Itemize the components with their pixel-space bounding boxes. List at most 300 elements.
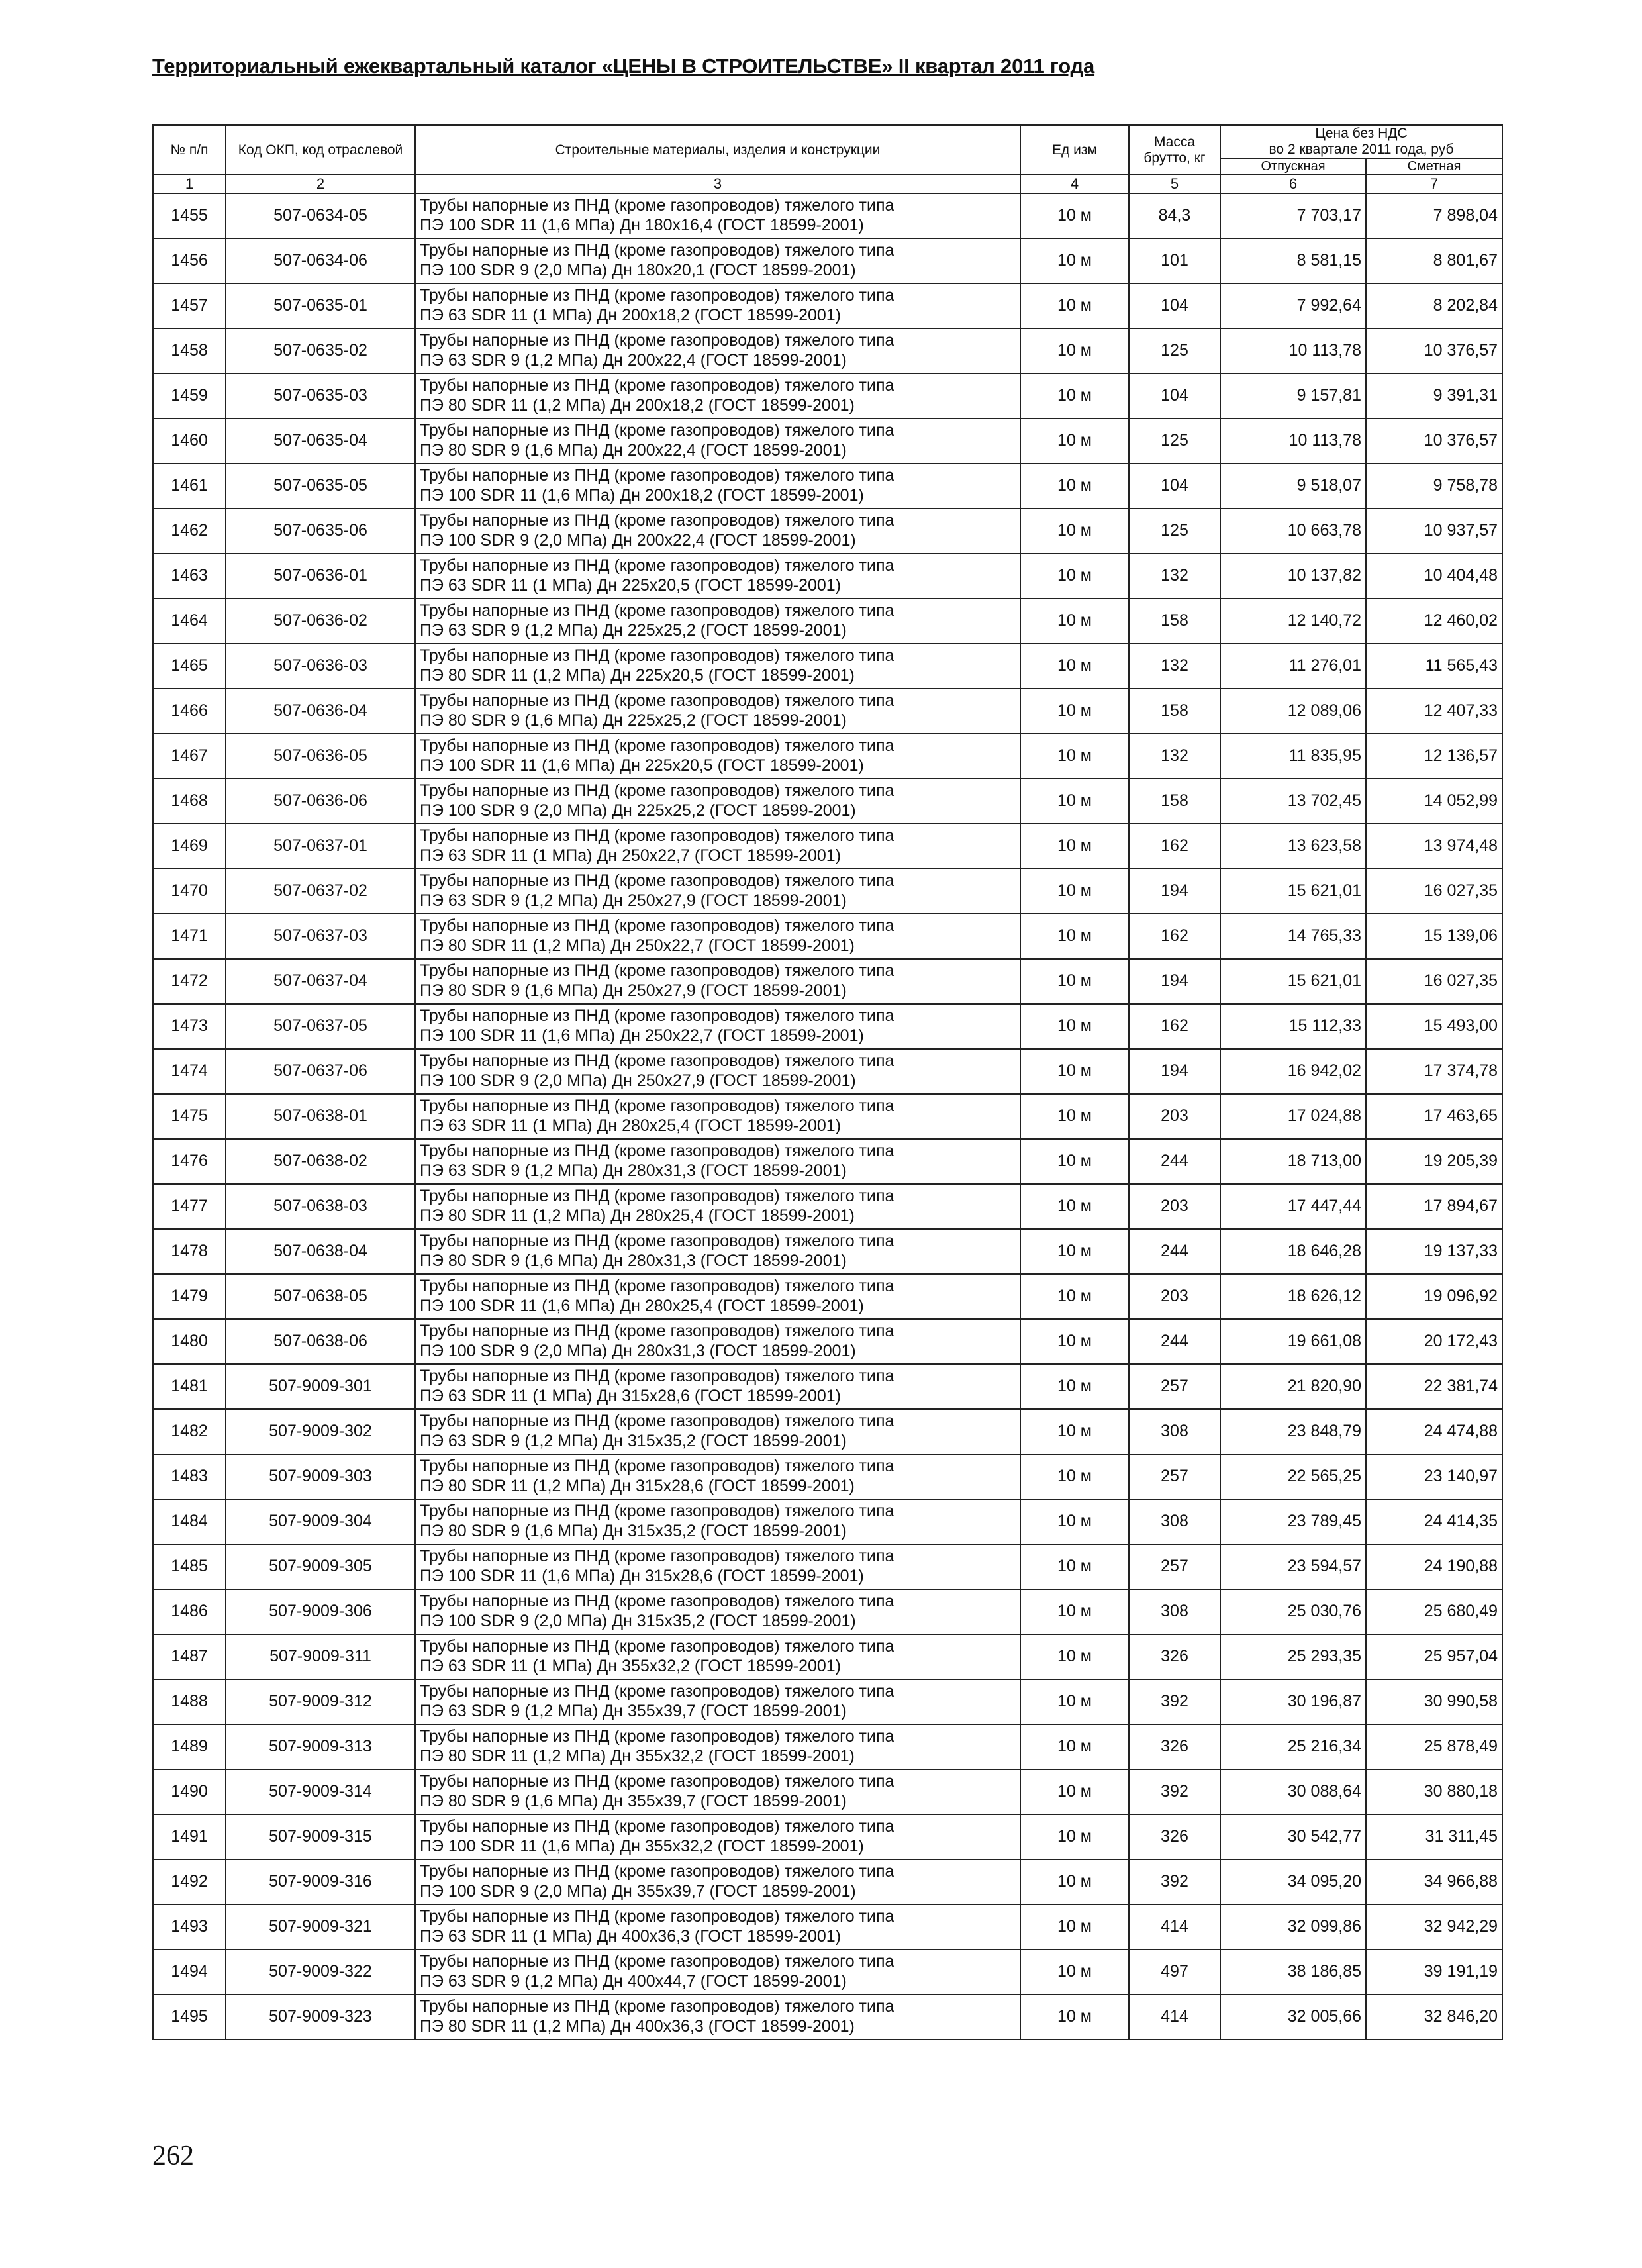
release-price-cell: 14 765,33 — [1220, 914, 1366, 959]
unit-cell: 10 м — [1020, 1229, 1129, 1274]
row-number-cell: 1475 — [153, 1094, 226, 1139]
row-number-cell: 1484 — [153, 1499, 226, 1544]
okp-code-cell: 507-9009-321 — [226, 1904, 415, 1949]
description-cell — [415, 328, 1020, 373]
estimate-price-cell: 15 139,06 — [1366, 914, 1502, 959]
estimate-price-cell: 24 474,88 — [1366, 1409, 1502, 1454]
estimate-price-cell: 16 027,35 — [1366, 959, 1502, 1004]
description-line-2: ПЭ 80 SDR 9 (1,6 МПа) Дн 315x35,2 (ГОСТ 18599-2001) — [420, 1521, 847, 1540]
okp-code-cell: 507-0636-05 — [226, 734, 415, 779]
release-price-cell: 21 820,90 — [1220, 1364, 1366, 1409]
description-cell — [415, 1814, 1020, 1859]
description-line-2: ПЭ 100 SDR 9 (2,0 МПа) Дн 355x39,7 (ГОСТ 18599-2001) — [420, 1881, 856, 1900]
mass-cell: 326 — [1129, 1814, 1220, 1859]
row-number-cell: 1482 — [153, 1409, 226, 1454]
table-row — [153, 283, 1502, 328]
header-mass: Масса брутто, кг — [1129, 125, 1220, 175]
unit-cell: 10 м — [1020, 914, 1129, 959]
description-line-2: ПЭ 100 SDR 11 (1,6 МПа) Дн 180x16,4 (ГОСТ 18599-2001) — [420, 215, 864, 234]
description-line-2: ПЭ 80 SDR 9 (1,6 МПа) Дн 250x27,9 (ГОСТ 18599-2001) — [420, 981, 847, 1000]
table-row — [153, 1049, 1502, 1094]
description-cell — [415, 1544, 1020, 1589]
table-row — [153, 464, 1502, 509]
row-number-cell: 1483 — [153, 1454, 226, 1499]
description-cell — [415, 1769, 1020, 1814]
description-line-1: Трубы напорные из ПНД (кроме газопроводов) тяжелого типа — [420, 1007, 894, 1026]
column-number: 2 — [226, 175, 415, 193]
row-number-cell: 1468 — [153, 779, 226, 824]
estimate-price-cell: 12 460,02 — [1366, 599, 1502, 644]
unit-cell: 10 м — [1020, 1319, 1129, 1364]
mass-cell: 392 — [1129, 1859, 1220, 1904]
mass-cell: 125 — [1129, 509, 1220, 554]
mass-cell: 101 — [1129, 238, 1220, 283]
description-cell — [415, 734, 1020, 779]
header-price-group-line2: во 2 квартале 2011 года, руб — [1269, 142, 1454, 158]
description-cell — [415, 1904, 1020, 1949]
okp-code-cell: 507-9009-306 — [226, 1589, 415, 1634]
unit-cell: 10 м — [1020, 1139, 1129, 1184]
okp-code-cell: 507-0638-01 — [226, 1094, 415, 1139]
release-price-cell: 18 713,00 — [1220, 1139, 1366, 1184]
description-line-1: Трубы напорные из ПНД (кроме газопроводов) тяжелого типа — [420, 1682, 894, 1701]
description-line-2: ПЭ 100 SDR 11 (1,6 МПа) Дн 280x25,4 (ГОСТ 18599-2001) — [420, 1296, 864, 1315]
mass-cell: 244 — [1129, 1229, 1220, 1274]
description-cell — [415, 779, 1020, 824]
estimate-price-cell: 12 407,33 — [1366, 689, 1502, 734]
mass-cell: 194 — [1129, 959, 1220, 1004]
table-row — [153, 779, 1502, 824]
mass-cell: 104 — [1129, 373, 1220, 419]
table-row — [153, 1454, 1502, 1499]
description-cell — [415, 959, 1020, 1004]
description-line-2: ПЭ 100 SDR 11 (1,6 МПа) Дн 250x22,7 (ГОСТ 18599-2001) — [420, 1026, 864, 1045]
column-number: 4 — [1020, 175, 1129, 193]
okp-code-cell: 507-9009-316 — [226, 1859, 415, 1904]
description-line-1: Трубы напорные из ПНД (кроме газопроводов) тяжелого типа — [420, 1727, 894, 1746]
row-number-cell: 1491 — [153, 1814, 226, 1859]
description-line-2: ПЭ 100 SDR 9 (2,0 МПа) Дн 200x22,4 (ГОСТ 18599-2001) — [420, 530, 856, 550]
estimate-price-cell: 17 894,67 — [1366, 1184, 1502, 1229]
table-row — [153, 1544, 1502, 1589]
mass-cell: 132 — [1129, 734, 1220, 779]
description-line-1: Трубы напорные из ПНД (кроме газопроводов) тяжелого типа — [420, 961, 894, 981]
description-cell — [415, 824, 1020, 869]
release-price-cell: 10 137,82 — [1220, 554, 1366, 599]
release-price-cell: 7 703,17 — [1220, 193, 1366, 238]
header-price-estimate: Сметная — [1366, 158, 1502, 175]
description-cell — [415, 1049, 1020, 1094]
estimate-price-cell: 7 898,04 — [1366, 193, 1502, 238]
mass-cell: 257 — [1129, 1544, 1220, 1589]
row-number-cell: 1463 — [153, 554, 226, 599]
okp-code-cell: 507-0637-02 — [226, 869, 415, 914]
description-line-1: Трубы напорные из ПНД (кроме газопроводов) тяжелого типа — [420, 1232, 894, 1251]
okp-code-cell: 507-0635-02 — [226, 328, 415, 373]
description-line-2: ПЭ 80 SDR 9 (1,6 МПа) Дн 225x25,2 (ГОСТ 18599-2001) — [420, 711, 847, 730]
unit-cell: 10 м — [1020, 328, 1129, 373]
estimate-price-cell: 13 974,48 — [1366, 824, 1502, 869]
estimate-price-cell: 16 027,35 — [1366, 869, 1502, 914]
unit-cell: 10 м — [1020, 1049, 1129, 1094]
release-price-cell: 25 030,76 — [1220, 1589, 1366, 1634]
header-unit: Ед изм — [1020, 125, 1129, 175]
description-cell — [415, 373, 1020, 419]
mass-cell: 125 — [1129, 328, 1220, 373]
row-number-cell: 1460 — [153, 419, 226, 464]
mass-cell: 162 — [1129, 1004, 1220, 1049]
unit-cell: 10 м — [1020, 1589, 1129, 1634]
okp-code-cell: 507-9009-303 — [226, 1454, 415, 1499]
unit-cell: 10 м — [1020, 1814, 1129, 1859]
table-row — [153, 1229, 1502, 1274]
estimate-price-cell: 9 391,31 — [1366, 373, 1502, 419]
description-cell — [415, 1634, 1020, 1679]
unit-cell: 10 м — [1020, 238, 1129, 283]
unit-cell: 10 м — [1020, 1724, 1129, 1769]
description-line-2: ПЭ 63 SDR 9 (1,2 МПа) Дн 250x27,9 (ГОСТ 18599-2001) — [420, 891, 847, 910]
release-price-cell: 22 565,25 — [1220, 1454, 1366, 1499]
okp-code-cell: 507-9009-302 — [226, 1409, 415, 1454]
description-line-2: ПЭ 100 SDR 9 (2,0 МПа) Дн 225x25,2 (ГОСТ 18599-2001) — [420, 801, 856, 820]
estimate-price-cell: 10 937,57 — [1366, 509, 1502, 554]
estimate-price-cell: 19 205,39 — [1366, 1139, 1502, 1184]
unit-cell: 10 м — [1020, 869, 1129, 914]
table-row — [153, 1409, 1502, 1454]
estimate-price-cell: 25 878,49 — [1366, 1724, 1502, 1769]
mass-cell: 194 — [1129, 869, 1220, 914]
description-line-1: Трубы напорные из ПНД (кроме газопроводов) тяжелого типа — [420, 241, 894, 260]
okp-code-cell: 507-0635-01 — [226, 283, 415, 328]
description-line-1: Трубы напорные из ПНД (кроме газопроводов) тяжелого типа — [420, 196, 894, 215]
release-price-cell: 10 663,78 — [1220, 509, 1366, 554]
estimate-price-cell: 10 404,48 — [1366, 554, 1502, 599]
estimate-price-cell: 17 374,78 — [1366, 1049, 1502, 1094]
table-row — [153, 1139, 1502, 1184]
description-cell — [415, 1589, 1020, 1634]
unit-cell: 10 м — [1020, 1454, 1129, 1499]
unit-cell: 10 м — [1020, 464, 1129, 509]
description-line-1: Трубы напорные из ПНД (кроме газопроводов) тяжелого типа — [420, 1637, 894, 1656]
row-number-cell: 1476 — [153, 1139, 226, 1184]
estimate-price-cell: 32 846,20 — [1366, 1995, 1502, 2040]
estimate-price-cell: 32 942,29 — [1366, 1904, 1502, 1949]
okp-code-cell: 507-0637-03 — [226, 914, 415, 959]
table-row — [153, 689, 1502, 734]
row-number-cell: 1492 — [153, 1859, 226, 1904]
description-line-2: ПЭ 80 SDR 9 (1,6 МПа) Дн 355x39,7 (ГОСТ 18599-2001) — [420, 1791, 847, 1810]
mass-cell: 158 — [1129, 779, 1220, 824]
release-price-cell: 15 621,01 — [1220, 869, 1366, 914]
table-row — [153, 1769, 1502, 1814]
estimate-price-cell: 39 191,19 — [1366, 1949, 1502, 1995]
estimate-price-cell: 15 493,00 — [1366, 1004, 1502, 1049]
description-cell — [415, 1859, 1020, 1904]
description-cell — [415, 419, 1020, 464]
okp-code-cell: 507-0638-05 — [226, 1274, 415, 1319]
okp-code-cell: 507-9009-315 — [226, 1814, 415, 1859]
description-cell — [415, 599, 1020, 644]
unit-cell: 10 м — [1020, 1859, 1129, 1904]
row-number-cell: 1474 — [153, 1049, 226, 1094]
row-number-cell: 1455 — [153, 193, 226, 238]
okp-code-cell: 507-0638-02 — [226, 1139, 415, 1184]
row-number-cell: 1461 — [153, 464, 226, 509]
header-description: Строительные материалы, изделия и конструкции — [415, 125, 1020, 175]
description-line-2: ПЭ 63 SDR 9 (1,2 МПа) Дн 280x31,3 (ГОСТ 18599-2001) — [420, 1161, 847, 1180]
description-line-2: ПЭ 80 SDR 9 (1,6 МПа) Дн 200x22,4 (ГОСТ 18599-2001) — [420, 440, 847, 460]
page-title: Территориальный ежеквартальный каталог «ЦЕНЫ В СТРОИТЕЛЬСТВЕ» II квартал 2011 года — [152, 54, 1095, 77]
table-row — [153, 644, 1502, 689]
row-number-cell: 1480 — [153, 1319, 226, 1364]
estimate-price-cell: 22 381,74 — [1366, 1364, 1502, 1409]
table-row — [153, 1094, 1502, 1139]
description-cell — [415, 1724, 1020, 1769]
column-number: 7 — [1366, 175, 1502, 193]
unit-cell: 10 м — [1020, 689, 1129, 734]
description-line-1: Трубы напорные из ПНД (кроме газопроводов) тяжелого типа — [420, 826, 894, 846]
row-number-cell: 1472 — [153, 959, 226, 1004]
description-line-1: Трубы напорные из ПНД (кроме газопроводов) тяжелого типа — [420, 1412, 894, 1431]
estimate-price-cell: 30 990,58 — [1366, 1679, 1502, 1724]
description-line-1: Трубы напорные из ПНД (кроме газопроводов) тяжелого типа — [420, 1052, 894, 1071]
estimate-price-cell: 24 190,88 — [1366, 1544, 1502, 1589]
table-body — [153, 193, 1502, 2040]
okp-code-cell: 507-0635-03 — [226, 373, 415, 419]
description-line-1: Трубы напорные из ПНД (кроме газопроводов) тяжелого типа — [420, 1457, 894, 1476]
okp-code-cell: 507-0635-04 — [226, 419, 415, 464]
release-price-cell: 18 626,12 — [1220, 1274, 1366, 1319]
okp-code-cell: 507-9009-322 — [226, 1949, 415, 1995]
row-number-cell: 1478 — [153, 1229, 226, 1274]
description-line-2: ПЭ 80 SDR 11 (1,2 МПа) Дн 225x20,5 (ГОСТ 18599-2001) — [420, 666, 855, 685]
price-table — [152, 124, 1503, 2040]
description-line-1: Трубы напорные из ПНД (кроме газопроводов) тяжелого типа — [420, 1772, 894, 1791]
description-line-2: ПЭ 100 SDR 9 (2,0 МПа) Дн 315x35,2 (ГОСТ 18599-2001) — [420, 1611, 856, 1630]
release-price-cell: 7 992,64 — [1220, 283, 1366, 328]
okp-code-cell: 507-9009-304 — [226, 1499, 415, 1544]
description-line-2: ПЭ 80 SDR 11 (1,2 МПа) Дн 200x18,2 (ГОСТ 18599-2001) — [420, 395, 855, 415]
table-row — [153, 1274, 1502, 1319]
estimate-price-cell: 25 957,04 — [1366, 1634, 1502, 1679]
release-price-cell: 34 095,20 — [1220, 1859, 1366, 1904]
okp-code-cell: 507-0637-01 — [226, 824, 415, 869]
row-number-cell: 1489 — [153, 1724, 226, 1769]
mass-cell: 158 — [1129, 689, 1220, 734]
mass-cell: 203 — [1129, 1094, 1220, 1139]
description-line-1: Трубы напорные из ПНД (кроме газопроводов) тяжелого типа — [420, 1322, 894, 1341]
release-price-cell: 10 113,78 — [1220, 419, 1366, 464]
estimate-price-cell: 14 052,99 — [1366, 779, 1502, 824]
table-row — [153, 373, 1502, 419]
row-number-cell: 1487 — [153, 1634, 226, 1679]
description-line-2: ПЭ 63 SDR 11 (1 МПа) Дн 225x20,5 (ГОСТ 18599-2001) — [420, 575, 842, 595]
okp-code-cell: 507-9009-311 — [226, 1634, 415, 1679]
description-line-1: Трубы напорные из ПНД (кроме газопроводов) тяжелого типа — [420, 331, 894, 350]
description-line-1: Трубы напорные из ПНД (кроме газопроводов) тяжелого типа — [420, 1187, 894, 1206]
description-line-1: Трубы напорные из ПНД (кроме газопроводов) тяжелого типа — [420, 1367, 894, 1386]
okp-code-cell: 507-0636-03 — [226, 644, 415, 689]
estimate-price-cell: 9 758,78 — [1366, 464, 1502, 509]
release-price-cell: 25 293,35 — [1220, 1634, 1366, 1679]
table-row — [153, 1814, 1502, 1859]
okp-code-cell: 507-0635-06 — [226, 509, 415, 554]
mass-cell: 84,3 — [1129, 193, 1220, 238]
description-line-2: ПЭ 63 SDR 9 (1,2 МПа) Дн 355x39,7 (ГОСТ 18599-2001) — [420, 1701, 847, 1720]
unit-cell: 10 м — [1020, 1184, 1129, 1229]
mass-cell: 308 — [1129, 1409, 1220, 1454]
description-cell — [415, 1995, 1020, 2040]
description-line-1: Трубы напорные из ПНД (кроме газопроводов) тяжелого типа — [420, 1142, 894, 1161]
mass-cell: 104 — [1129, 283, 1220, 328]
estimate-price-cell: 10 376,57 — [1366, 328, 1502, 373]
description-line-2: ПЭ 63 SDR 11 (1 МПа) Дн 400x36,3 (ГОСТ 18599-2001) — [420, 1926, 842, 1946]
header-num: № п/п — [153, 125, 226, 175]
unit-cell: 10 м — [1020, 779, 1129, 824]
description-cell — [415, 1274, 1020, 1319]
table-row — [153, 1859, 1502, 1904]
description-cell — [415, 689, 1020, 734]
table-row — [153, 1004, 1502, 1049]
unit-cell: 10 м — [1020, 1634, 1129, 1679]
estimate-price-cell: 20 172,43 — [1366, 1319, 1502, 1364]
okp-code-cell: 507-9009-323 — [226, 1995, 415, 2040]
okp-code-cell: 507-0637-05 — [226, 1004, 415, 1049]
mass-cell: 414 — [1129, 1904, 1220, 1949]
description-line-1: Трубы напорные из ПНД (кроме газопроводов) тяжелого типа — [420, 421, 894, 440]
release-price-cell: 8 581,15 — [1220, 238, 1366, 283]
description-line-2: ПЭ 80 SDR 9 (1,6 МПа) Дн 280x31,3 (ГОСТ 18599-2001) — [420, 1251, 847, 1270]
description-line-2: ПЭ 63 SDR 9 (1,2 МПа) Дн 200x22,4 (ГОСТ 18599-2001) — [420, 350, 847, 370]
description-cell — [415, 1184, 1020, 1229]
release-price-cell: 38 186,85 — [1220, 1949, 1366, 1995]
column-number: 5 — [1129, 175, 1220, 193]
mass-cell: 162 — [1129, 824, 1220, 869]
mass-cell: 326 — [1129, 1724, 1220, 1769]
release-price-cell: 17 024,88 — [1220, 1094, 1366, 1139]
release-price-cell: 19 661,08 — [1220, 1319, 1366, 1364]
description-cell — [415, 1229, 1020, 1274]
row-number-cell: 1477 — [153, 1184, 226, 1229]
okp-code-cell: 507-9009-312 — [226, 1679, 415, 1724]
description-line-1: Трубы напорные из ПНД (кроме газопроводов) тяжелого типа — [420, 556, 894, 575]
column-number: 3 — [415, 175, 1020, 193]
table-row — [153, 1949, 1502, 1995]
description-line-2: ПЭ 100 SDR 11 (1,6 МПа) Дн 225x20,5 (ГОСТ 18599-2001) — [420, 756, 864, 775]
estimate-price-cell: 30 880,18 — [1366, 1769, 1502, 1814]
description-cell — [415, 1139, 1020, 1184]
unit-cell: 10 м — [1020, 1949, 1129, 1995]
estimate-price-cell: 11 565,43 — [1366, 644, 1502, 689]
description-line-1: Трубы напорные из ПНД (кроме газопроводов) тяжелого типа — [420, 1862, 894, 1881]
table-row — [153, 1904, 1502, 1949]
estimate-price-cell: 17 463,65 — [1366, 1094, 1502, 1139]
estimate-price-cell: 19 137,33 — [1366, 1229, 1502, 1274]
okp-code-cell: 507-0638-03 — [226, 1184, 415, 1229]
description-line-2: ПЭ 100 SDR 11 (1,6 МПа) Дн 200x18,2 (ГОСТ 18599-2001) — [420, 485, 864, 505]
description-line-1: Трубы напорные из ПНД (кроме газопроводов) тяжелого типа — [420, 871, 894, 891]
description-line-1: Трубы напорные из ПНД (кроме газопроводов) тяжелого типа — [420, 781, 894, 801]
release-price-cell: 32 005,66 — [1220, 1995, 1366, 2040]
row-number-cell: 1495 — [153, 1995, 226, 2040]
description-line-2: ПЭ 100 SDR 11 (1,6 МПа) Дн 355x32,2 (ГОСТ 18599-2001) — [420, 1836, 864, 1855]
unit-cell: 10 м — [1020, 1904, 1129, 1949]
row-number-cell: 1467 — [153, 734, 226, 779]
table-row — [153, 1499, 1502, 1544]
okp-code-cell: 507-0636-04 — [226, 689, 415, 734]
unit-cell: 10 м — [1020, 959, 1129, 1004]
table-row — [153, 554, 1502, 599]
release-price-cell: 9 518,07 — [1220, 464, 1366, 509]
description-cell — [415, 464, 1020, 509]
description-cell — [415, 238, 1020, 283]
mass-cell: 203 — [1129, 1274, 1220, 1319]
table-row — [153, 509, 1502, 554]
column-number: 6 — [1220, 175, 1366, 193]
okp-code-cell: 507-0636-06 — [226, 779, 415, 824]
description-line-2: ПЭ 100 SDR 9 (2,0 МПа) Дн 180x20,1 (ГОСТ 18599-2001) — [420, 260, 856, 279]
description-cell — [415, 1454, 1020, 1499]
description-cell — [415, 1679, 1020, 1724]
okp-code-cell: 507-0636-01 — [226, 554, 415, 599]
estimate-price-cell: 10 376,57 — [1366, 419, 1502, 464]
estimate-price-cell: 25 680,49 — [1366, 1589, 1502, 1634]
estimate-price-cell: 24 414,35 — [1366, 1499, 1502, 1544]
unit-cell: 10 м — [1020, 1544, 1129, 1589]
release-price-cell: 25 216,34 — [1220, 1724, 1366, 1769]
description-line-1: Трубы напорные из ПНД (кроме газопроводов) тяжелого типа — [420, 1592, 894, 1611]
description-cell — [415, 193, 1020, 238]
description-line-1: Трубы напорные из ПНД (кроме газопроводов) тяжелого типа — [420, 1277, 894, 1296]
row-number-cell: 1479 — [153, 1274, 226, 1319]
mass-cell: 125 — [1129, 419, 1220, 464]
release-price-cell: 15 621,01 — [1220, 959, 1366, 1004]
description-line-1: Трубы напорные из ПНД (кроме газопроводов) тяжелого типа — [420, 466, 894, 485]
mass-cell: 308 — [1129, 1499, 1220, 1544]
release-price-cell: 11 835,95 — [1220, 734, 1366, 779]
okp-code-cell: 507-9009-314 — [226, 1769, 415, 1814]
okp-code-cell: 507-9009-305 — [226, 1544, 415, 1589]
page-number: 262 — [152, 2141, 194, 2171]
unit-cell: 10 м — [1020, 1409, 1129, 1454]
table-row — [153, 599, 1502, 644]
unit-cell: 10 м — [1020, 824, 1129, 869]
unit-cell: 10 м — [1020, 1679, 1129, 1724]
description-line-2: ПЭ 100 SDR 9 (2,0 МПа) Дн 280x31,3 (ГОСТ 18599-2001) — [420, 1341, 856, 1360]
table-row — [153, 193, 1502, 238]
estimate-price-cell: 12 136,57 — [1366, 734, 1502, 779]
release-price-cell: 32 099,86 — [1220, 1904, 1366, 1949]
description-line-2: ПЭ 63 SDR 9 (1,2 МПа) Дн 315x35,2 (ГОСТ 18599-2001) — [420, 1431, 847, 1450]
description-line-1: Трубы напорные из ПНД (кроме газопроводов) тяжелого типа — [420, 1547, 894, 1566]
unit-cell: 10 м — [1020, 1499, 1129, 1544]
description-cell — [415, 1499, 1020, 1544]
estimate-price-cell: 8 202,84 — [1366, 283, 1502, 328]
table-row — [153, 1995, 1502, 2040]
mass-cell: 257 — [1129, 1364, 1220, 1409]
table-row — [153, 734, 1502, 779]
mass-cell: 244 — [1129, 1319, 1220, 1364]
unit-cell: 10 м — [1020, 1094, 1129, 1139]
description-line-2: ПЭ 100 SDR 9 (2,0 МПа) Дн 250x27,9 (ГОСТ 18599-2001) — [420, 1071, 856, 1090]
description-line-1: Трубы напорные из ПНД (кроме газопроводов) тяжелого типа — [420, 736, 894, 756]
row-number-cell: 1473 — [153, 1004, 226, 1049]
description-line-2: ПЭ 63 SDR 11 (1 МПа) Дн 200x18,2 (ГОСТ 18599-2001) — [420, 305, 842, 324]
description-line-1: Трубы напорные из ПНД (кроме газопроводов) тяжелого типа — [420, 1907, 894, 1926]
description-cell — [415, 914, 1020, 959]
description-line-1: Трубы напорные из ПНД (кроме газопроводов) тяжелого типа — [420, 511, 894, 530]
unit-cell: 10 м — [1020, 193, 1129, 238]
